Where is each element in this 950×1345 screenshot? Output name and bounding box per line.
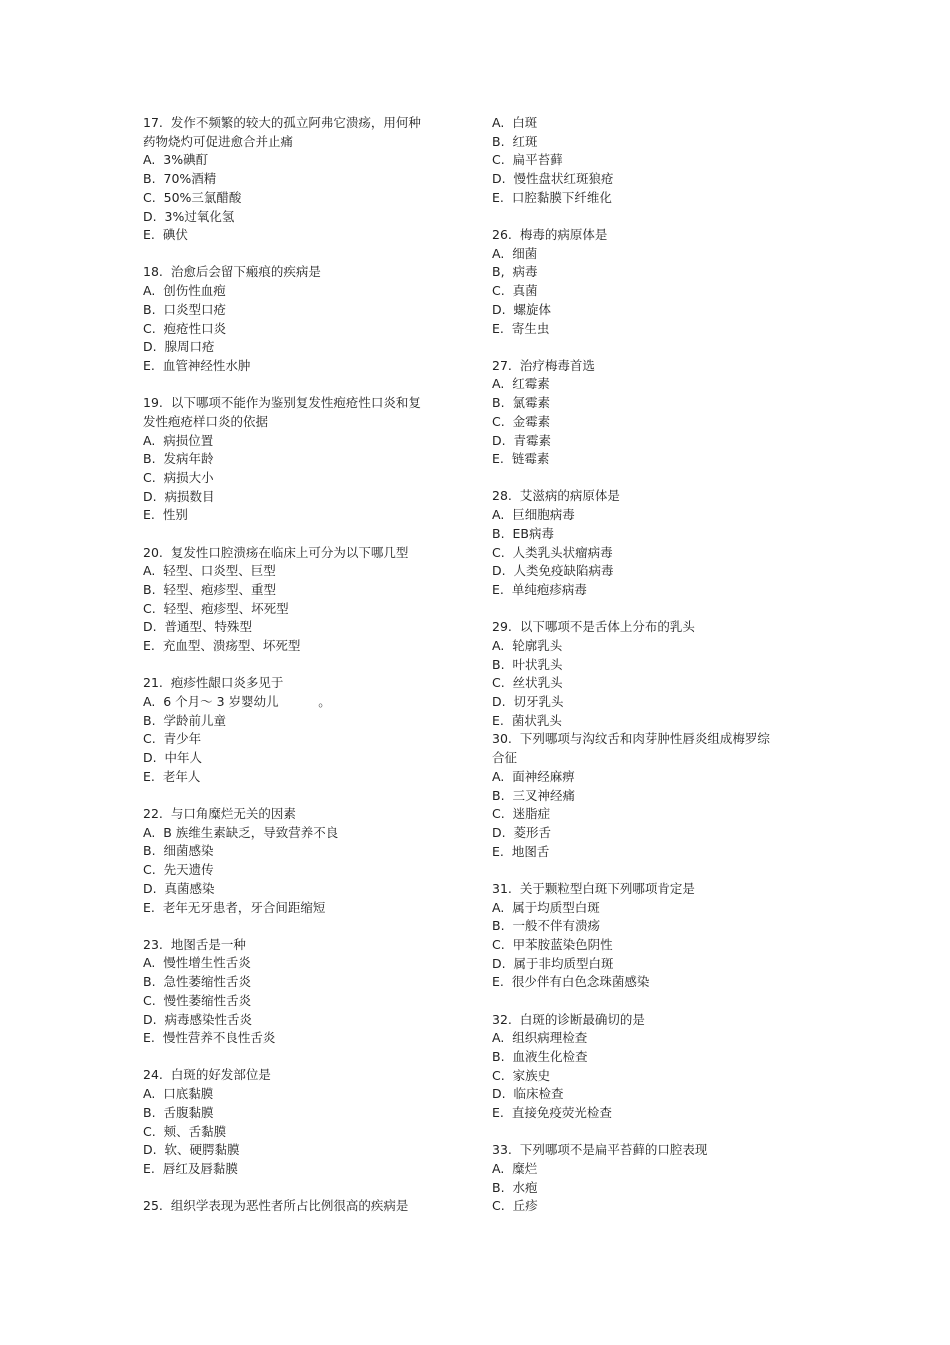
answer-option: B. 水疱 xyxy=(492,1179,538,1195)
answer-option: A. 糜烂 xyxy=(492,1160,538,1176)
question-stem: 25. 组织学表现为恶性者所占比例很高的疾病是 xyxy=(143,1198,409,1214)
question-block xyxy=(143,674,463,786)
question-block xyxy=(143,936,463,1048)
answer-option: D. 临床检查 xyxy=(492,1086,564,1102)
answer-option: A. 6 个月～ 3 岁婴幼儿 。 xyxy=(143,693,331,709)
answer-option: A. 面神经麻痹 xyxy=(492,768,575,784)
answer-option: B. 舌腹黏膜 xyxy=(143,1104,214,1120)
question-stem: 22. 与口角糜烂无关的因素 xyxy=(143,806,296,821)
answer-option: B. 一般不伴有溃疡 xyxy=(492,918,600,934)
answer-option: C. 真菌 xyxy=(492,283,538,299)
answer-option: C. 病损大小 xyxy=(143,469,214,485)
answer-option: E. 性别 xyxy=(143,507,188,523)
answer-option: E. 单纯疱疹病毒 xyxy=(492,581,587,597)
answer-option: B. 细菌感染 xyxy=(143,843,214,859)
answer-option: E. 老年人 xyxy=(143,768,201,784)
answer-option: D. 普通型、特殊型 xyxy=(143,619,253,635)
answer-option: E. 血管神经性水肿 xyxy=(143,357,251,373)
answer-option: A. 口底黏膜 xyxy=(143,1086,214,1102)
answer-option: D. 病毒感染性舌炎 xyxy=(143,1011,253,1027)
answer-option: C. 扁平苔藓 xyxy=(492,152,563,168)
question-block xyxy=(492,114,812,208)
answer-option: C. 疱疮性口炎 xyxy=(143,320,227,336)
answer-option: D. 3%过氧化氢 xyxy=(143,208,235,224)
answer-option: D. 腺周口疮 xyxy=(143,339,215,355)
answer-option: B. 红斑 xyxy=(492,133,538,149)
answer-option: D. 菱形舌 xyxy=(492,824,552,840)
question-stem: 17. 发作不频繁的较大的孤立阿弗它溃疡，用何种 药物烧灼可促进愈合并止痛 xyxy=(143,115,421,149)
answer-option: B. 三叉神经痛 xyxy=(492,787,575,803)
answer-option: E. 慢性营养不良性舌炎 xyxy=(143,1030,276,1046)
question-stem: 27. 治疗梅毒首选 xyxy=(492,357,595,373)
answer-option: B. EB病毒 xyxy=(492,525,554,541)
question-block xyxy=(492,730,812,861)
answer-option: A. 慢性增生性舌炎 xyxy=(143,955,251,971)
right-column xyxy=(492,114,812,1235)
question-block xyxy=(492,357,812,469)
answer-option: A. 巨细胞病毒 xyxy=(492,507,575,523)
answer-option: A. 轮廓乳头 xyxy=(492,637,563,653)
answer-option: B. 轻型、疱疹型、重型 xyxy=(143,581,276,597)
question-block xyxy=(492,226,812,338)
question-stem: 21. 疱疹性龈口炎多见于 xyxy=(143,675,284,691)
question-stem: 20. 复发性口腔溃疡在临床上可分为以下哪几型 xyxy=(143,544,409,560)
left-column xyxy=(143,114,463,1234)
answer-option: A. 组织病理检查 xyxy=(492,1030,588,1046)
question-block xyxy=(492,487,812,599)
answer-option: D. 切牙乳头 xyxy=(492,693,564,709)
answer-option: E. 很少伴有白色念珠菌感染 xyxy=(492,974,650,990)
question-stem: 33. 下列哪项不是扁平苔藓的口腔表现 xyxy=(492,1142,708,1158)
answer-option: C. 丝状乳头 xyxy=(492,675,563,691)
question-stem: 23. 地图舌是一种 xyxy=(143,936,246,952)
answer-option: E. 地图舌 xyxy=(492,843,550,859)
answer-option: E. 口腔黏膜下纤维化 xyxy=(492,189,612,205)
answer-option: A. B 族维生素缺乏，导致营养不良 xyxy=(143,824,339,840)
answer-option: D. 真菌感染 xyxy=(143,880,215,896)
answer-option: E. 唇红及唇黏膜 xyxy=(143,1160,238,1176)
answer-option: B. 口炎型口疮 xyxy=(143,301,226,317)
question-block xyxy=(143,805,463,917)
answer-option: A. 病损位置 xyxy=(143,432,214,448)
answer-option: A. 细菌 xyxy=(492,245,538,261)
question-block xyxy=(143,1066,463,1178)
answer-option: A. 红霉素 xyxy=(492,376,550,392)
answer-option: D. 螺旋体 xyxy=(492,301,552,317)
answer-option: D. 人类免疫缺陷病毒 xyxy=(492,563,614,579)
answer-option: E. 链霉素 xyxy=(492,451,550,467)
answer-option: C. 丘疹 xyxy=(492,1198,538,1214)
answer-option: E. 寄生虫 xyxy=(492,320,550,336)
question-stem: 24. 白斑的好发部位是 xyxy=(143,1067,271,1083)
question-block xyxy=(143,1197,463,1216)
answer-option: E. 充血型、溃疡型、坏死型 xyxy=(143,638,301,654)
answer-option: C. 迷脂症 xyxy=(492,806,551,822)
answer-option: A. 属于均质型白斑 xyxy=(492,899,600,915)
answer-option: D. 病损数目 xyxy=(143,488,215,504)
answer-option: A. 白斑 xyxy=(492,115,538,130)
answer-option: B. 氯霉素 xyxy=(492,395,550,411)
answer-option: C. 轻型、疱疹型、坏死型 xyxy=(143,600,289,616)
answer-option: B. 学龄前儿童 xyxy=(143,712,226,728)
question-block xyxy=(143,263,463,375)
question-stem: 18. 治愈后会留下瘢痕的疾病是 xyxy=(143,264,321,280)
answer-option: D. 属于非均质型白斑 xyxy=(492,955,614,971)
answer-option: E. 直接免疫荧光检查 xyxy=(492,1105,612,1121)
question-block xyxy=(143,114,463,245)
answer-option: B. 急性萎缩性舌炎 xyxy=(143,974,251,990)
question-stem: 29. 以下哪项不是舌体上分布的乳头 xyxy=(492,619,695,635)
question-stem: 30. 下列哪项与沟纹舌和肉芽肿性唇炎组成梅罗综 合征 xyxy=(492,731,770,766)
question-block xyxy=(143,394,463,525)
answer-option: C. 人类乳头状瘤病毒 xyxy=(492,544,613,560)
answer-option: C. 50%三氯醋酸 xyxy=(143,189,242,205)
question-block xyxy=(492,1011,812,1123)
answer-option: D. 慢性盘状红斑狼疮 xyxy=(492,171,614,187)
answer-option: B, 病毒 xyxy=(492,264,538,280)
answer-option: C. 慢性萎缩性舌炎 xyxy=(143,992,252,1008)
question-block xyxy=(143,544,463,656)
question-block xyxy=(492,880,812,992)
question-stem: 32. 白斑的诊断最确切的是 xyxy=(492,1011,645,1027)
question-block xyxy=(492,1141,812,1216)
answer-option: D. 中年人 xyxy=(143,750,203,766)
answer-option: C. 颊、舌黏膜 xyxy=(143,1123,227,1139)
answer-option: D. 软、硬腭黏膜 xyxy=(143,1142,240,1158)
answer-option: E. 碘伏 xyxy=(143,227,188,243)
answer-option: C. 家族史 xyxy=(492,1067,551,1083)
answer-option: C. 甲苯胺蓝染色阴性 xyxy=(492,936,613,952)
answer-option: C. 青少年 xyxy=(143,731,202,747)
answer-option: A. 3%碘酊 xyxy=(143,152,209,168)
answer-option: C. 先天遗传 xyxy=(143,862,214,878)
question-stem: 28. 艾滋病的病原体是 xyxy=(492,488,620,504)
answer-option: B. 叶状乳头 xyxy=(492,656,563,672)
question-stem: 19. 以下哪项不能作为鉴别复发性疱疮性口炎和复 发性疱疮样口炎的依据 xyxy=(143,395,421,429)
answer-option: B. 发病年龄 xyxy=(143,451,214,467)
answer-option: C. 金霉素 xyxy=(492,413,551,429)
answer-option: E. 菌状乳头 xyxy=(492,712,562,728)
question-block xyxy=(492,618,812,730)
answer-option: D. 青霉素 xyxy=(492,432,552,448)
answer-option: B. 血液生化检查 xyxy=(492,1048,588,1064)
answer-option: A. 创伤性血疱 xyxy=(143,283,226,299)
question-stem: 31. 关于颗粒型白斑下列哪项肯定是 xyxy=(492,880,695,896)
question-stem: 26. 梅毒的病原体是 xyxy=(492,227,608,243)
answer-option: B. 70%酒精 xyxy=(143,171,217,187)
answer-option: E. 老年无牙患者，牙合间距缩短 xyxy=(143,899,326,915)
answer-option: A. 轻型、口炎型、巨型 xyxy=(143,563,276,579)
